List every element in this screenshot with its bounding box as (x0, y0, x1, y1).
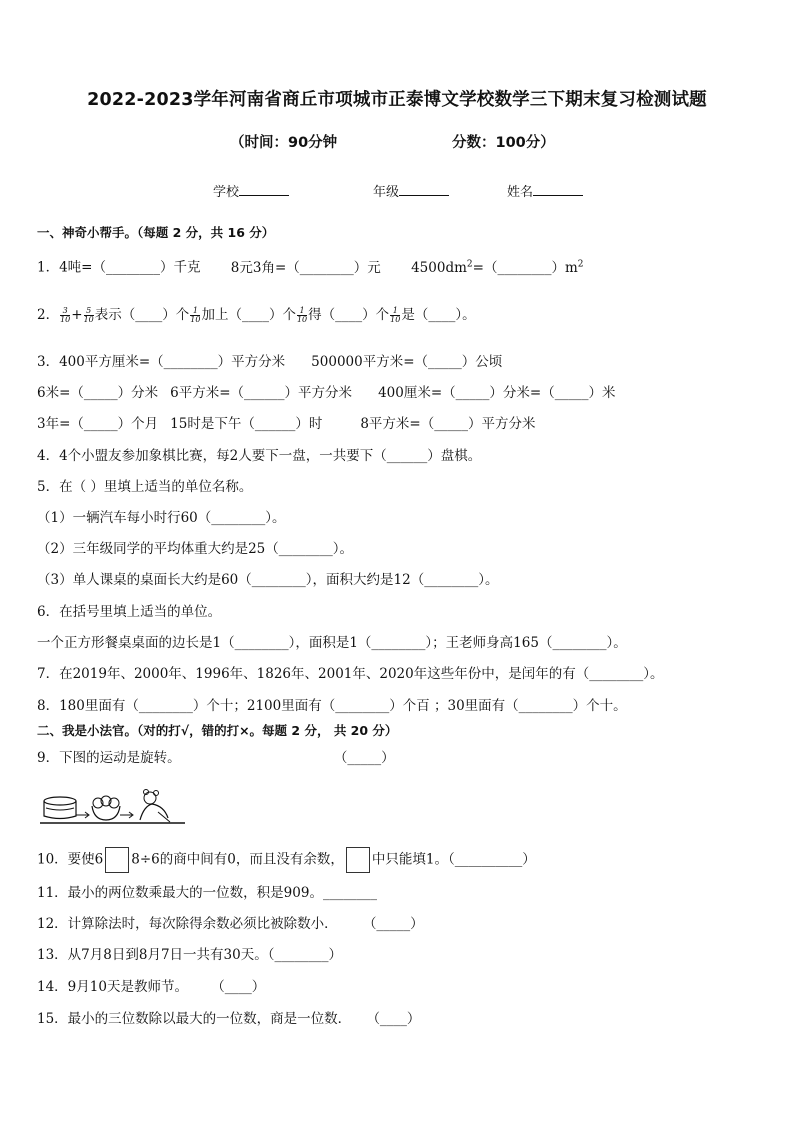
question-3-line-3: 3年=（_____）个月 15时是下午（______）时 8平方米=（_____）平方分米 (37, 416, 536, 432)
question-14: 14．9月10天是教师节。 （____） (37, 979, 266, 995)
q1-part-a: 1．4吨=（________）千克 (37, 259, 201, 276)
question-15: 15．最小的三位数除以最大的一位数，商是一位数． （____） (37, 1011, 421, 1027)
question-11: 11．最小的两位数乘最大的一位数，积是909。________ (37, 885, 377, 901)
fraction: $\frac{5}{10}$ (83, 306, 94, 324)
q1-part-b: 8元3角=（________）元 (230, 259, 381, 276)
school-label: 学校 (213, 185, 240, 200)
fraction: $\frac{1}{10}$ (296, 306, 308, 324)
name-blank[interactable] (533, 183, 583, 196)
section-1-heading: 一、神奇小帮手。（每题 2 分，共 16 分） (37, 225, 275, 240)
question-13: 13．从7月8日到8月7日一共有30天。（________） (37, 947, 342, 963)
question-8: 8．180里面有（________）个十；2100里面有（________）个百 ；30里面有（________）个十。 (37, 698, 627, 714)
fraction: $\frac{1}{10}$ (390, 306, 401, 324)
question-12: 12．计算除法时，每次除得余数必须比被除数小． （_____） (37, 916, 424, 932)
question-5-sub-2: （2）三年级同学的平均体重大约是25（________）。 (37, 541, 354, 557)
rotation-illustration (40, 788, 190, 832)
question-6-body: 一个正方形餐桌桌面的边长是1（________），面积是1（________）；王老师身高165（________）。 (37, 635, 627, 651)
exam-score: 分数：100分） (452, 135, 555, 151)
name-label: 姓名 (507, 185, 534, 200)
question-3-line-2: 6米=（_____）分米 6平方米=（______）平方分米 400厘米=（_____）分米=（_____）米 (37, 385, 616, 401)
exam-time: （时间：90分钟 (230, 135, 338, 151)
question-5-sub-1: （1）一辆汽车每小时行60（________）。 (37, 510, 286, 526)
question-4: 4．4个小盟友参加象棋比赛，每2人要下一盘，一共要下（______）盘棋。 (37, 448, 482, 464)
cake-sheep-picture (40, 788, 190, 828)
digit-box[interactable] (346, 847, 370, 873)
question-5: 5．在（ ）里填上适当的单位名称。 (37, 479, 253, 495)
grade-blank[interactable] (399, 183, 449, 196)
question-9: 9．下图的运动是旋转。 （_____） (37, 750, 395, 766)
name-field[interactable] (507, 181, 583, 200)
question-7: 7．在2019年、2000年、1996年、1826年、2001年、2020年这些年份中，是闰年的有（________）。 (37, 666, 664, 682)
question-1 (37, 255, 584, 277)
grade-label: 年级 (373, 185, 400, 200)
fraction: $\frac{1}{10}$ (190, 306, 201, 324)
school-blank[interactable] (239, 183, 289, 196)
school-field[interactable] (213, 181, 289, 200)
digit-box[interactable] (105, 847, 129, 873)
question-3-line-1: 3．400平方厘米=（________）平方分米 500000平方米=（_____）公顷 (37, 354, 503, 370)
fraction: $\frac{3}{10}$ (60, 306, 71, 324)
question-2: 2． $\frac{3}{10}$ + $\frac{5}{10}$ 表示（____）个 $\frac{1}{10}$ 加上（____）个 $\frac{1}{10}$ 得（____）个 $\frac{1}{10}$ 是（____）。 (37, 306, 476, 324)
question-6: 6．在括号里填上适当的单位。 (37, 604, 222, 620)
page-title: 2022-2023学年河南省商丘市项城市正泰博文学校数学三下期末复习检测试题 (87, 90, 707, 110)
grade-field[interactable] (373, 181, 449, 200)
section-2-heading: 二、我是小法官。（对的打√，错的打×。每题 2 分， 共 20 分） (37, 723, 398, 738)
question-10: 10．要使6 8÷6的商中间有0，而且没有余数， 中只能填1。（__________） (37, 847, 536, 873)
q1-part-c: $4500dm^2=(\_\_\_\_\_\_\_\_)m^2$ (411, 259, 584, 276)
question-5-sub-3: （3）单人课桌的桌面长大约是60（________），面积大约是12（________）。 (37, 572, 499, 588)
